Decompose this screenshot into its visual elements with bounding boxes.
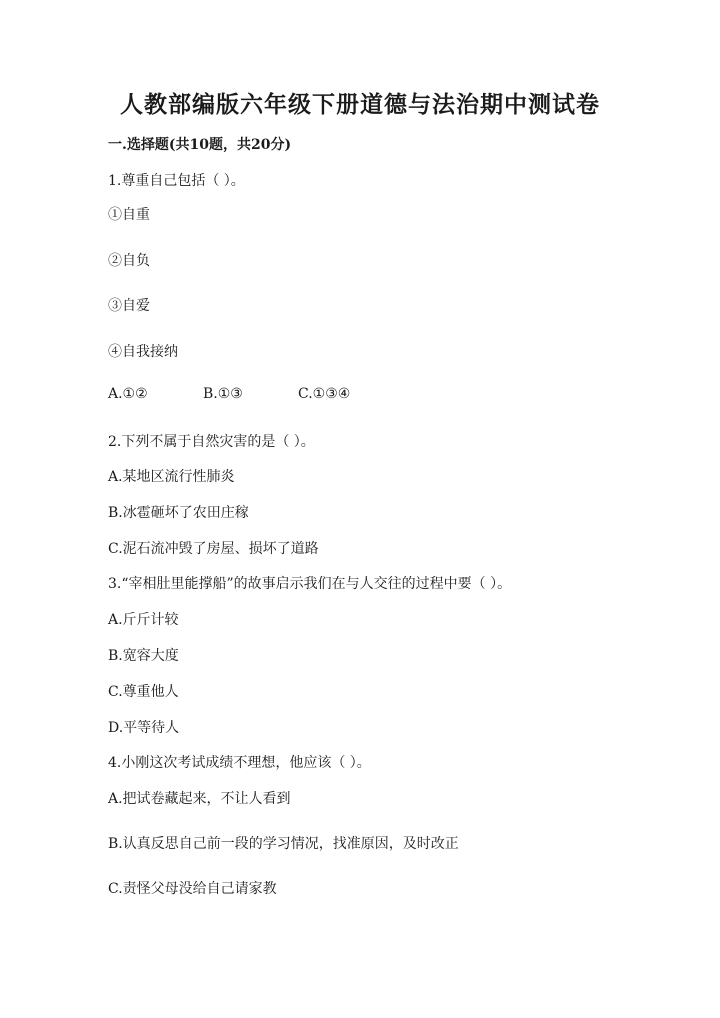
question-1-option-c: C.①③④ [298, 386, 351, 402]
question-4-option-b: B.认真反思自己前一段的学习情况，找准原因，及时改正 [108, 836, 459, 852]
question-2-stem: 2.下列不属于自然灾害的是（ ）。 [108, 434, 315, 450]
page-title: 人教部编版六年级下册道德与法治期中测试卷 [120, 91, 600, 118]
question-3-option-a: A.斤斤计较 [108, 612, 179, 628]
question-1-item-1: ①自重 [108, 207, 150, 223]
section-heading: 一.选择题(共10题，共20分) [108, 137, 292, 153]
question-3-option-c: C.尊重他人 [108, 684, 179, 700]
question-1-item-4: ④自我接纳 [108, 344, 178, 360]
question-3-option-d: D.平等待人 [108, 720, 180, 736]
question-4-option-a: A.把试卷藏起来，不让人看到 [108, 791, 291, 807]
question-1-item-3: ③自爱 [108, 298, 150, 314]
question-2-option-c: C.泥石流冲毁了房屋、损坏了道路 [108, 541, 319, 557]
question-3-stem: 3.“宰相肚里能撑船”的故事启示我们在与人交往的过程中要（ ）。 [108, 576, 512, 592]
question-1-item-2: ②自负 [108, 253, 150, 269]
question-1-stem: 1.尊重自己包括（ ）。 [108, 173, 245, 189]
question-3-option-b: B.宽容大度 [108, 648, 179, 664]
question-4-stem: 4.小刚这次考试成绩不理想，他应该（ ）。 [108, 755, 371, 771]
question-2-option-a: A.某地区流行性肺炎 [108, 469, 235, 485]
question-1-option-b: B.①③ [203, 386, 243, 402]
question-4-option-c: C.责怪父母没给自己请家教 [108, 881, 277, 897]
question-1-option-a: A.①② [108, 386, 148, 402]
question-2-option-b: B.冰雹砸坏了农田庄稼 [108, 505, 249, 521]
